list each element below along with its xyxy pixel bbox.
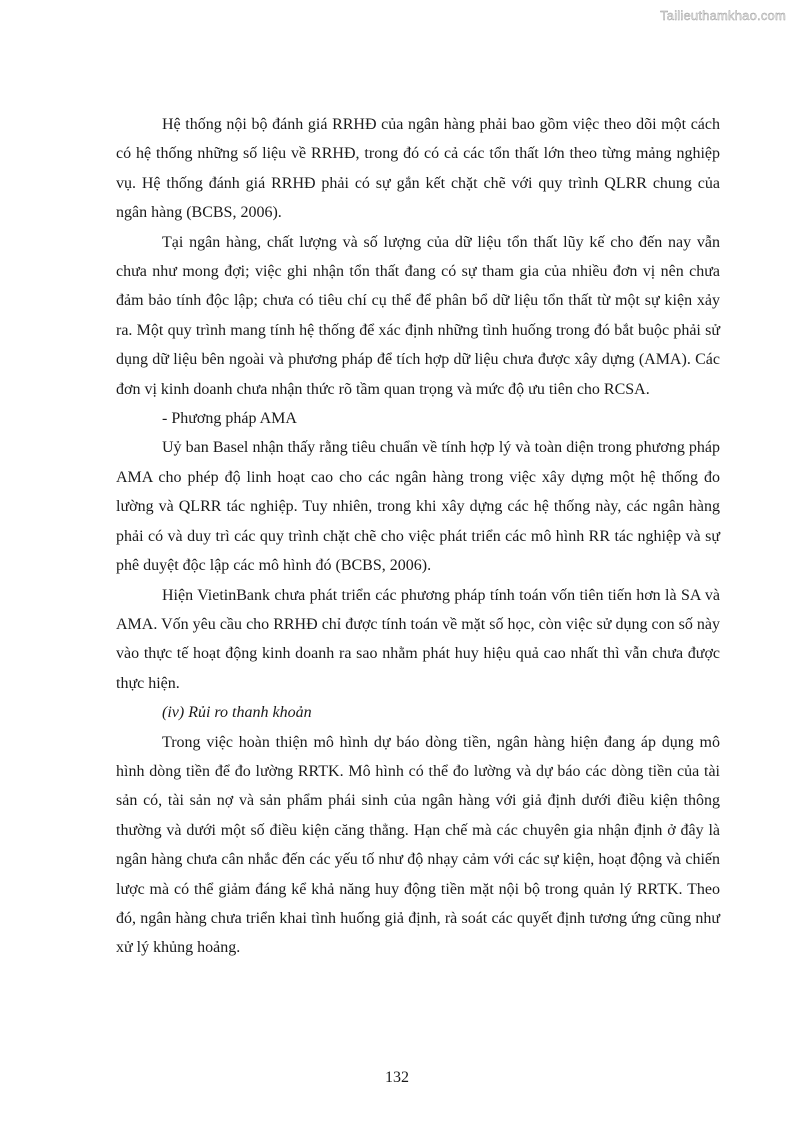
heading-ama-method: - Phương pháp AMA bbox=[162, 410, 297, 428]
paragraph-internal-assessment: Hệ thống nội bộ đánh giá RRHĐ của ngân hàng phải bao gồm việc theo dõi một cách có hệ thống những số liệu về RRHĐ, trong đó có cả các tổn thất lớn theo từng mảng nghiệp vụ. Hệ thống đánh giá RRHĐ phải có sự gắn kết chặt chẽ với quy trình QLRR chung của ngân hàng (BCBS, 2006). bbox=[116, 116, 720, 222]
paragraph-basel-committee: Uỷ ban Basel nhận thấy rằng tiêu chuẩn về tính hợp lý và toàn diện trong phương pháp AMA cho phép độ linh hoạt cao cho các ngân hàng trong việc xây dựng một hệ thống đo lường và QLRR tác nghiệp. Tuy nhiên, trong khi xây dựng các hệ thống này, các ngân hàng phải có và duy trì các quy trình chặt chẽ cho việc phát triển các mô hình RR tác nghiệp và sự phê duyệt độc lập các mô hình đó (BCBS, 2006). bbox=[116, 439, 720, 575]
page-number: 132 bbox=[385, 1069, 409, 1086]
watermark: Tailieuthamkhao.com bbox=[660, 8, 786, 23]
paragraph-cashflow-model: Trong việc hoàn thiện mô hình dự báo dòng tiền, ngân hàng hiện đang áp dụng mô hình dòng tiền để đo lường RRTK. Mô hình có thể đo lường và dự báo các dòng tiền của tài sản có, tài sản nợ và sản phẩm phái sinh của ngân hàng với giả định dưới điều kiện thông thường và dưới một số điều kiện căng thẳng. Hạn chế mà các chuyên gia nhận định ở đây là ngân hàng chưa cân nhắc đến các yếu tố như độ nhạy cảm với các sự kiện, hoạt động và chiến lược mà có thể giảm đáng kể khả năng huy động tiền mặt nội bộ trong quản lý RRTK. Theo đó, ngân hàng chưa triển khai tình huống giả định, rà soát các quyết định tương ứng cũng như xử lý khủng hoảng. bbox=[116, 733, 720, 957]
paragraph-vietinbank: Hiện VietinBank chưa phát triển các phương pháp tính toán vốn tiên tiến hơn là SA và AMA. Vốn yêu cầu cho RRHĐ chỉ được tính toán về mặt số học, còn việc sử dụng con số này vào thực tế hoạt động kinh doanh ra sao nhằm phát huy hiệu quả cao nhất thì vẫn chưa được thực hiện. bbox=[116, 586, 720, 692]
document-body bbox=[116, 110, 720, 963]
paragraph-loss-data: Tại ngân hàng, chất lượng và số lượng của dữ liệu tổn thất lũy kế cho đến nay vẫn chưa như mong đợi; việc ghi nhận tổn thất đang có sự tham gia của nhiều đơn vị nên chưa đảm bảo tính độc lập; chưa có tiêu chí cụ thể để phân bổ dữ liệu tổn thất từ một sự kiện xảy ra. Một quy trình mang tính hệ thống để xác định những tình huống trong đó bắt buộc phải sử dụng dữ liệu bên ngoài và phương pháp để tích hợp dữ liệu chưa được xây dựng (AMA). Các đơn vị kinh doanh chưa nhận thức rõ tầm quan trọng và mức độ ưu tiên cho RCSA. bbox=[116, 233, 720, 398]
heading-liquidity-risk: (iv) Rủi ro thanh khoản bbox=[162, 704, 312, 722]
